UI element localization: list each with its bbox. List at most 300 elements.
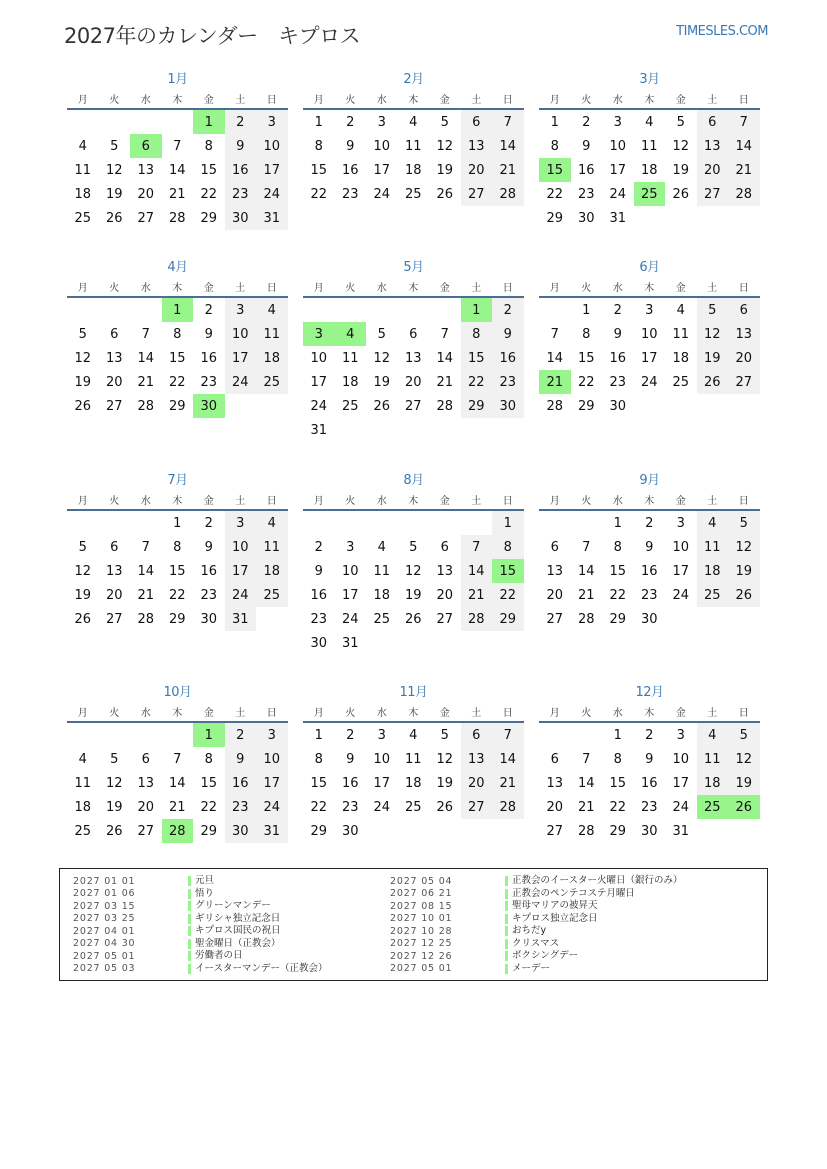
holiday-date: 2027 08 15 [390,900,453,912]
day-cell: 20 [697,158,729,182]
day-cell: 23 [341,799,359,815]
day-cell: 12 [672,138,690,154]
day-cell: 2 [314,539,323,555]
weekday-label: 月 [313,707,324,719]
day-cell: 22 [609,799,627,815]
empty-cell [398,298,430,322]
day-cell: 9 [645,751,654,767]
day-cell: 15 [200,775,218,791]
holiday-row [73,950,328,963]
day-cell: 16 [609,350,627,366]
day-cell: 8 [550,138,559,154]
day-cell: 13 [105,350,123,366]
day-cell: 7 [492,110,524,134]
holiday-list [59,868,768,981]
weekday-label: 日 [502,94,513,106]
weekday-label: 木 [408,707,419,719]
day-cell: 5 [728,723,760,747]
holiday-date: 2027 10 01 [390,913,453,925]
day-cell: 21 [461,583,493,607]
day-cell: 24 [672,799,690,815]
day-cell: 24 [373,186,391,202]
day-cell: 20 [137,186,155,202]
day-cell: 5 [409,539,418,555]
holiday-date: 2027 05 01 [390,963,453,975]
month-block [303,72,524,206]
day-cell: 6 [728,298,760,322]
weekday-label: 木 [644,707,655,719]
day-cell: 6 [550,751,559,767]
day-cell: 9 [204,539,213,555]
day-cell: 8 [314,138,323,154]
day-cell: 31 [672,823,690,839]
weekday-label: 木 [172,495,183,507]
day-grid [539,511,760,631]
day-cell: 19 [728,559,760,583]
weekday-label: 木 [172,282,183,294]
weekday-label: 日 [266,282,277,294]
day-cell: 27 [461,795,493,819]
day-cell: 7 [440,326,449,342]
day-cell: 10 [672,751,690,767]
day-cell: 11 [341,350,359,366]
day-cell: 30 [341,823,359,839]
day-cell: 19 [74,587,92,603]
day-cell: 18 [341,374,359,390]
day-cell: 25 [341,398,359,414]
day-cell: 18 [672,350,690,366]
day-cell: 8 [492,535,524,559]
empty-cell [539,511,571,535]
holiday-name: 悟り [188,889,214,899]
day-grid [303,110,524,206]
holiday-cell: 1 [162,298,194,322]
holiday-name: メーデー [505,964,550,974]
weekday-label: 火 [581,282,592,294]
month-name: 2月 [403,72,424,87]
weekday-label: 木 [172,707,183,719]
day-cell: 16 [341,775,359,791]
day-cell: 18 [404,162,422,178]
day-cell: 3 [256,723,288,747]
day-cell: 5 [676,114,685,130]
holiday-name: ギリシャ独立記念日 [188,914,280,924]
day-cell: 20 [461,771,493,795]
holiday-row [390,913,683,926]
weekday-label: 金 [203,94,214,106]
day-grid [303,298,524,442]
month-name: 3月 [639,72,660,87]
day-cell: 13 [461,134,493,158]
weekday-label: 月 [313,495,324,507]
holiday-cell: 1 [461,298,493,322]
day-cell: 25 [373,611,391,627]
weekday-header [303,88,524,110]
holiday-name: ボクシングデー [505,951,578,961]
weekday-label: 日 [266,94,277,106]
day-cell: 8 [173,326,182,342]
day-cell: 6 [461,723,493,747]
holiday-cell: 25 [697,795,729,819]
day-cell: 9 [492,322,524,346]
day-cell: 21 [137,587,155,603]
month-name: 6月 [639,260,660,275]
empty-cell [539,723,571,747]
day-cell: 10 [225,535,257,559]
day-cell: 9 [613,326,622,342]
empty-cell [99,511,131,535]
month-name: 11月 [399,685,428,700]
day-cell: 4 [78,138,87,154]
weekday-label: 木 [408,94,419,106]
holiday-row [390,925,683,938]
day-cell: 24 [256,795,288,819]
day-cell: 30 [640,611,658,627]
day-cell: 29 [609,823,627,839]
holiday-cell: 4 [335,322,367,346]
day-cell: 29 [609,611,627,627]
day-cell: 24 [609,186,627,202]
day-cell: 8 [613,751,622,767]
holiday-date: 2027 05 03 [73,963,136,975]
day-cell: 22 [200,186,218,202]
weekday-label: 月 [549,495,560,507]
day-cell: 22 [609,587,627,603]
day-cell: 3 [377,114,386,130]
day-cell: 22 [310,186,328,202]
day-cell: 6 [461,110,493,134]
holiday-row [390,963,683,976]
day-cell: 28 [168,210,186,226]
day-cell: 23 [225,795,257,819]
empty-cell [303,298,335,322]
day-cell: 7 [550,326,559,342]
weekday-label: 木 [644,282,655,294]
weekday-label: 土 [707,282,718,294]
day-cell: 15 [577,350,595,366]
day-cell: 9 [225,134,257,158]
day-cell: 14 [577,775,595,791]
day-cell: 19 [697,346,729,370]
day-cell: 12 [105,162,123,178]
day-cell: 28 [546,398,564,414]
weekday-header [67,276,288,298]
month-block [539,473,760,631]
day-cell: 3 [346,539,355,555]
weekday-label: 火 [581,94,592,106]
empty-cell [99,110,131,134]
day-cell: 4 [256,511,288,535]
day-cell: 1 [582,302,591,318]
month-block [539,260,760,418]
day-cell: 21 [492,771,524,795]
day-cell: 5 [110,751,119,767]
day-cell: 31 [609,210,627,226]
day-cell: 19 [436,162,454,178]
day-cell: 30 [200,611,218,627]
day-cell: 17 [640,350,658,366]
day-cell: 3 [377,727,386,743]
weekday-label: 水 [140,282,151,294]
day-cell: 9 [582,138,591,154]
page-title: 2027年のカレンダー キプロス [64,24,361,48]
holiday-column-left [73,875,328,975]
brand-logo[interactable]: TIMESLES.COM [676,24,768,39]
day-cell: 23 [310,611,328,627]
day-cell: 17 [672,563,690,579]
weekday-label: 水 [140,707,151,719]
holiday-row [73,925,328,938]
day-cell: 2 [645,515,654,531]
day-cell: 11 [256,535,288,559]
day-cell: 20 [546,799,564,815]
day-cell: 11 [373,563,391,579]
holiday-name: 労働者の日 [188,951,243,961]
day-cell: 8 [613,539,622,555]
month-name: 4月 [167,260,188,275]
day-cell: 13 [105,563,123,579]
empty-cell [67,110,99,134]
day-cell: 6 [697,110,729,134]
empty-cell [162,110,194,134]
day-cell: 16 [640,775,658,791]
weekday-label: 火 [581,495,592,507]
day-cell: 30 [577,210,595,226]
holiday-name: 元旦 [188,876,214,886]
day-cell: 27 [546,611,564,627]
day-cell: 17 [672,775,690,791]
weekday-label: 月 [549,282,560,294]
day-cell: 28 [461,607,493,631]
day-cell: 23 [640,799,658,815]
day-cell: 18 [256,559,288,583]
day-cell: 20 [728,346,760,370]
day-cell: 29 [200,823,218,839]
day-cell: 27 [137,823,155,839]
holiday-name: 正教会のイースター火曜日（銀行のみ） [505,876,683,886]
day-cell: 24 [672,587,690,603]
holiday-row [390,900,683,913]
day-cell: 3 [676,515,685,531]
holiday-row [390,938,683,951]
day-cell: 9 [346,138,355,154]
weekday-label: 木 [644,495,655,507]
day-cell: 23 [609,374,627,390]
day-cell: 11 [74,775,92,791]
day-cell: 27 [436,611,454,627]
day-cell: 21 [168,186,186,202]
day-cell: 14 [492,134,524,158]
day-cell: 31 [225,607,257,631]
weekday-label: 月 [549,94,560,106]
empty-cell [130,511,162,535]
holiday-date: 2027 03 25 [73,913,136,925]
day-cell: 19 [728,771,760,795]
holiday-cell: 28 [162,819,194,843]
weekday-label: 土 [471,495,482,507]
day-cell: 9 [225,747,257,771]
day-cell: 4 [697,723,729,747]
weekday-header [539,489,760,511]
day-cell: 14 [461,559,493,583]
holiday-cell: 25 [634,182,666,206]
month-block [303,473,524,655]
weekday-header [539,88,760,110]
day-cell: 15 [200,162,218,178]
day-cell: 4 [409,114,418,130]
day-cell: 10 [373,138,391,154]
weekday-label: 土 [707,495,718,507]
weekday-label: 土 [471,707,482,719]
empty-cell [130,110,162,134]
day-cell: 16 [225,158,257,182]
day-cell: 13 [461,747,493,771]
day-cell: 24 [225,370,257,394]
weekday-header [303,276,524,298]
day-cell: 16 [200,563,218,579]
day-cell: 14 [577,563,595,579]
weekday-label: 火 [345,495,356,507]
day-cell: 16 [341,162,359,178]
day-cell: 29 [546,210,564,226]
day-cell: 6 [409,326,418,342]
day-cell: 27 [697,182,729,206]
weekday-label: 月 [77,495,88,507]
weekday-header [67,701,288,723]
holiday-date: 2027 04 30 [73,938,136,950]
empty-cell [99,723,131,747]
month-block [67,260,288,418]
weekday-label: 木 [644,94,655,106]
day-cell: 21 [577,799,595,815]
day-cell: 25 [697,583,729,607]
weekday-header [539,701,760,723]
day-cell: 7 [173,751,182,767]
day-cell: 5 [440,114,449,130]
day-cell: 6 [550,539,559,555]
day-cell: 20 [105,374,123,390]
holiday-row [390,875,683,888]
day-cell: 29 [200,210,218,226]
day-cell: 4 [645,114,654,130]
day-cell: 10 [640,326,658,342]
weekday-label: 金 [203,707,214,719]
day-cell: 15 [168,563,186,579]
holiday-row [73,913,328,926]
day-cell: 26 [436,799,454,815]
day-cell: 12 [373,350,391,366]
holiday-name: 聖金曜日（正教会） [188,939,281,949]
day-cell: 26 [436,186,454,202]
weekday-header [303,489,524,511]
day-cell: 2 [613,302,622,318]
month-name: 5月 [403,260,424,275]
day-cell: 23 [577,186,595,202]
day-cell: 17 [373,162,391,178]
day-cell: 3 [645,302,654,318]
weekday-label: 火 [581,707,592,719]
weekday-label: 金 [675,94,686,106]
day-cell: 2 [346,114,355,130]
month-name: 7月 [167,473,188,488]
empty-cell [429,511,461,535]
month-name: 10月 [163,685,192,700]
day-cell: 21 [577,587,595,603]
day-cell: 15 [168,350,186,366]
weekday-label: 日 [266,707,277,719]
weekday-label: 月 [313,94,324,106]
day-cell: 19 [74,374,92,390]
day-cell: 3 [256,110,288,134]
day-cell: 23 [225,182,257,206]
month-block [303,685,524,843]
empty-cell [67,511,99,535]
empty-cell [335,298,367,322]
empty-cell [99,298,131,322]
holiday-cell: 15 [492,559,524,583]
day-cell: 14 [137,563,155,579]
holiday-column-right [390,875,683,975]
month-name: 1月 [167,72,188,87]
day-cell: 3 [225,298,257,322]
day-cell: 22 [577,374,595,390]
weekday-label: 日 [738,94,749,106]
day-cell: 30 [225,819,257,843]
day-cell: 5 [78,539,87,555]
weekday-label: 金 [439,282,450,294]
day-cell: 30 [640,823,658,839]
empty-cell [130,723,162,747]
weekday-label: 金 [439,707,450,719]
holiday-date: 2027 06 21 [390,888,453,900]
day-cell: 12 [436,138,454,154]
weekday-header [303,701,524,723]
day-cell: 28 [577,611,595,627]
day-cell: 4 [697,511,729,535]
day-cell: 25 [74,210,92,226]
day-cell: 23 [640,587,658,603]
day-cell: 30 [492,394,524,418]
day-cell: 9 [314,563,323,579]
day-cell: 2 [492,298,524,322]
day-cell: 4 [409,727,418,743]
day-cell: 22 [461,370,493,394]
day-cell: 3 [225,511,257,535]
empty-cell [539,298,571,322]
day-cell: 20 [105,587,123,603]
day-cell: 26 [404,611,422,627]
day-cell: 8 [461,322,493,346]
day-cell: 13 [137,775,155,791]
day-cell: 4 [256,298,288,322]
weekday-label: 金 [675,282,686,294]
day-cell: 20 [404,374,422,390]
empty-cell [67,298,99,322]
day-cell: 28 [577,823,595,839]
day-cell: 26 [672,186,690,202]
day-cell: 21 [168,799,186,815]
day-cell: 10 [672,539,690,555]
day-cell: 22 [168,374,186,390]
weekday-label: 水 [376,282,387,294]
day-cell: 7 [492,723,524,747]
day-cell: 13 [404,350,422,366]
day-cell: 18 [373,587,391,603]
day-cell: 2 [204,515,213,531]
day-cell: 12 [436,751,454,767]
day-cell: 19 [373,374,391,390]
day-cell: 26 [728,583,760,607]
